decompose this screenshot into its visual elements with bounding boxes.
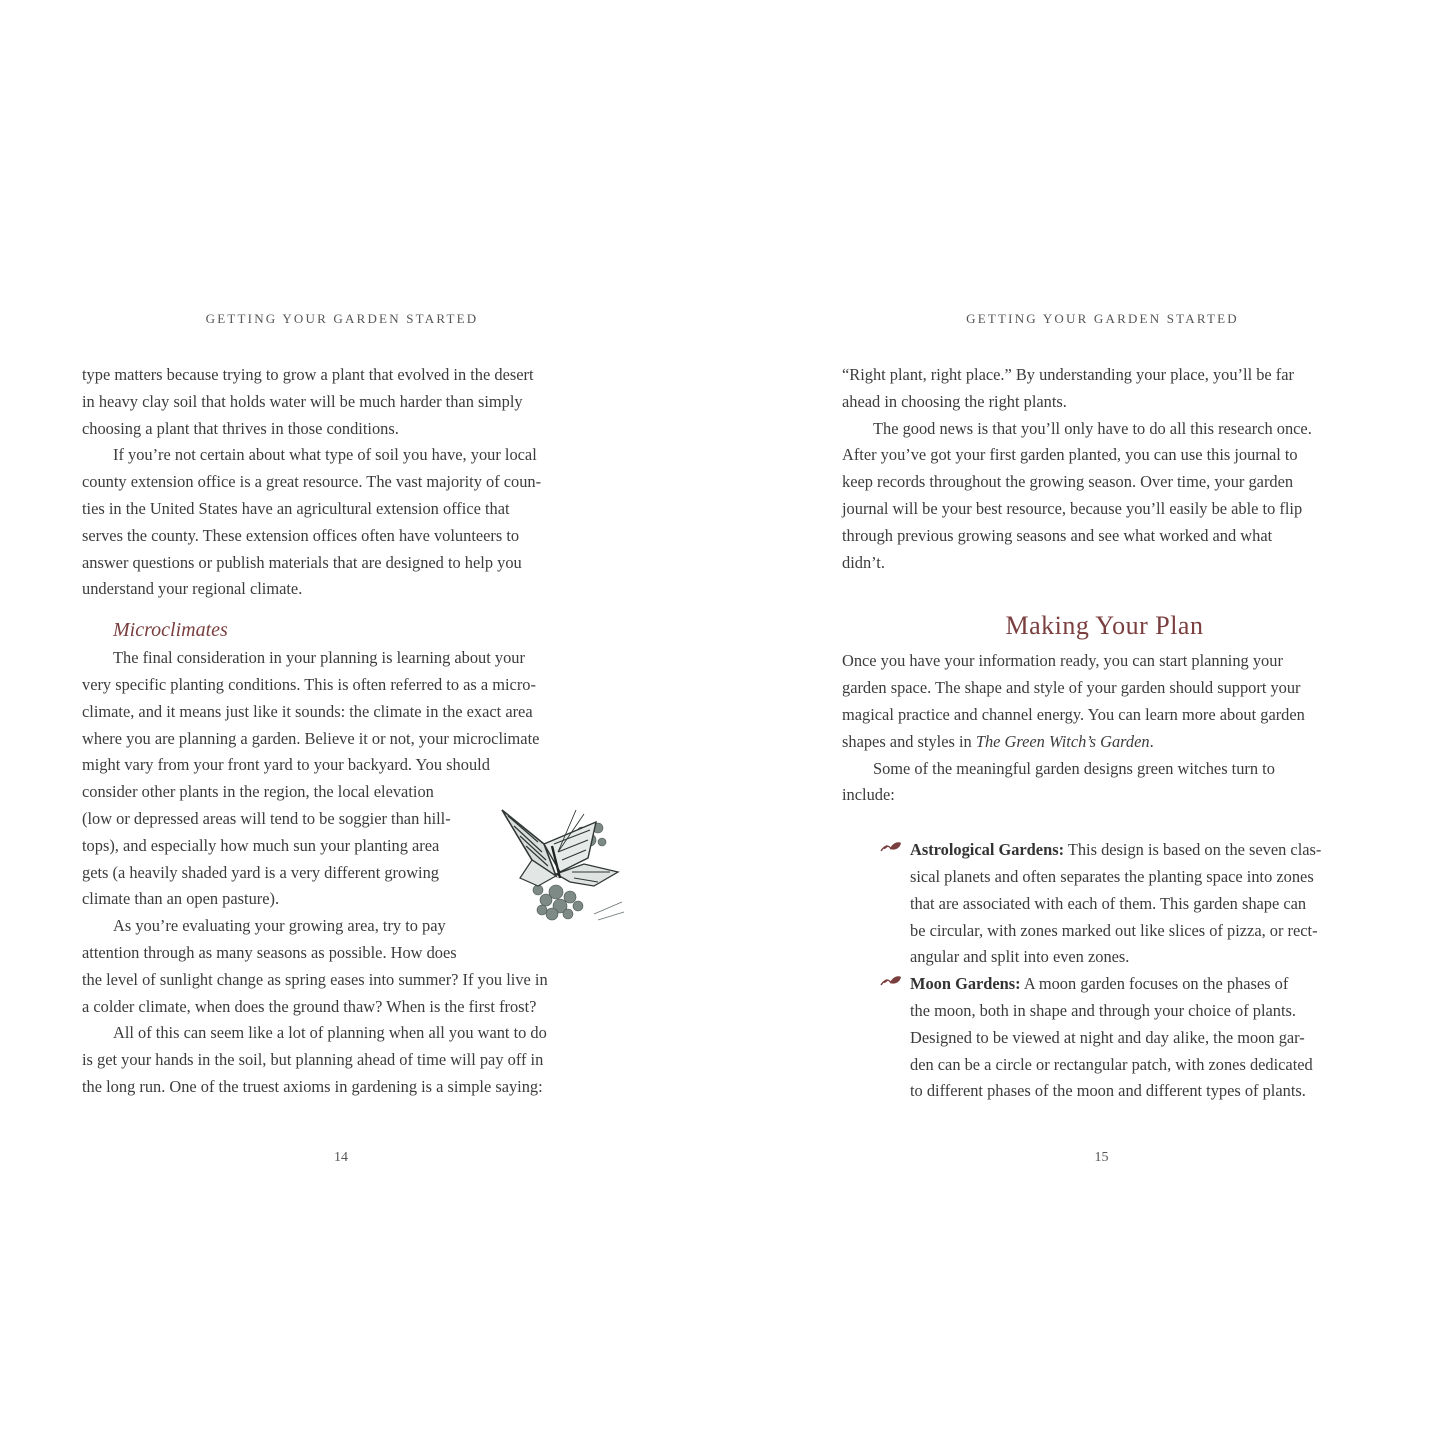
paragraph-line: climate, and it means just like it sounds: the climate in the exact area xyxy=(82,701,533,721)
paragraph-line: the level of sunlight change as spring eases into summer? If you live in xyxy=(82,969,548,989)
paragraph-line: understand your regional climate. xyxy=(82,579,303,599)
paragraph-line: in heavy clay soil that holds water will be much harder than simply xyxy=(82,391,523,411)
paragraph-line: gets (a heavily shaded yard is a very different growing xyxy=(82,862,439,882)
paragraph-line: keep records throughout the growing season. Over time, your garden xyxy=(842,472,1294,492)
bullet-item xyxy=(842,971,1367,998)
paragraph-line: ahead in choosing the right plants. xyxy=(842,391,1067,411)
paragraph-line: Once you have your information ready, you can start planning your xyxy=(842,651,1283,671)
bullet-line: the moon, both in shape and through your choice of plants. xyxy=(910,1000,1297,1020)
leaf-bullet-icon xyxy=(879,971,903,993)
paragraph-line: the long run. One of the truest axioms in gardening is a simple saying: xyxy=(82,1076,543,1096)
subheading-microclimates: Microclimates xyxy=(113,619,228,642)
paragraph-line: county extension office is a great resource. The vast majority of coun- xyxy=(82,472,542,492)
bullet-line: be circular, with zones marked out like slices of pizza, or rect- xyxy=(910,920,1318,940)
bullet-term: Moon Gardens: xyxy=(910,974,1021,994)
bullet-line: angular and split into even zones. xyxy=(910,947,1130,967)
bullet-term: Astrological Gardens: xyxy=(910,840,1065,860)
paragraph-line: tops), and especially how much sun your planting area xyxy=(82,835,440,855)
running-head: GETTING YOUR GARDEN STARTED xyxy=(966,311,1239,326)
paragraph-line: The good news is that you’ll only have to do all this research once. xyxy=(873,418,1312,438)
paragraph-text: shapes and styles in xyxy=(842,731,976,751)
left-page xyxy=(0,0,722,1445)
paragraph-line: serves the county. These extension offices often have volunteers to xyxy=(82,525,520,545)
paragraph-line: might vary from your front yard to your backyard. You should xyxy=(82,755,490,775)
paragraph-line: “Right plant, right place.” By understanding your place, you’ll be far xyxy=(842,365,1294,384)
left-body-text xyxy=(82,362,602,1101)
paragraph-line: climate than an open pasture). xyxy=(82,889,280,909)
paragraph-line: ties in the United States have an agricultural extension office that xyxy=(82,498,510,518)
paragraph-line: type matters because trying to grow a plant that evolved in the desert xyxy=(82,365,534,384)
paragraph-line: (low or depressed areas will tend to be soggier than hill- xyxy=(82,808,451,828)
paragraph-line: consider other plants in the region, the local elevation xyxy=(82,782,434,802)
paragraph-line: After you’ve got your first garden planted, you can use this journal to xyxy=(842,445,1298,465)
paragraph-line: choosing a plant that thrives in those conditions. xyxy=(82,418,399,438)
right-body-text xyxy=(842,362,1367,1105)
paragraph-line: very specific planting conditions. This is often referred to as a micro- xyxy=(82,674,536,694)
bullet-line: to different phases of the moon and different types of plants. xyxy=(910,1081,1306,1101)
bullet-line: Designed to be viewed at night and day alike, the moon gar- xyxy=(910,1027,1305,1047)
paragraph-line: a colder climate, when does the ground thaw? When is the first frost? xyxy=(82,996,537,1016)
paragraph-line: is get your hands in the soil, but planning ahead of time will pay off in xyxy=(82,1050,544,1070)
paragraph-line: All of this can seem like a lot of planning when all you want to do xyxy=(113,1023,547,1043)
page-number: 14 xyxy=(334,1150,348,1165)
bullet-list xyxy=(842,837,1367,1105)
paragraph-line: garden space. The shape and style of your garden should support your xyxy=(842,678,1301,698)
paragraph-line: through previous growing seasons and see what worked and what xyxy=(842,525,1273,545)
paragraph-line: magical practice and channel energy. You can learn more about garden xyxy=(842,704,1305,724)
bullet-text: A moon garden focuses on the phases of xyxy=(1020,974,1289,994)
paragraph-line: As you’re evaluating your growing area, try to pay xyxy=(113,916,446,936)
bullet-item xyxy=(842,837,1367,864)
paragraph-line: The final consideration in your planning is learning about your xyxy=(113,648,525,668)
butterfly-illustration xyxy=(498,802,626,930)
bullet-line: den can be a circle or rectangular patch, with zones dedicated xyxy=(910,1054,1313,1074)
paragraph-line: journal will be your best resource, because you’ll easily be able to flip xyxy=(842,498,1303,518)
paragraph-line xyxy=(842,729,1367,756)
running-head: GETTING YOUR GARDEN STARTED xyxy=(205,311,479,326)
book-title: The Green Witch’s Garden xyxy=(975,731,1150,751)
paragraph-line: where you are planning a garden. Believe it or not, your microclimate xyxy=(82,728,540,748)
right-page xyxy=(722,0,1445,1445)
paragraph-line: attention through as many seasons as possible. How does xyxy=(82,942,457,962)
paragraph-line: include: xyxy=(842,785,895,805)
bullet-line: sical planets and often separates the planting space into zones xyxy=(910,866,1314,886)
paragraph-line: If you’re not certain about what type of soil you have, your local xyxy=(113,445,537,465)
bullet-line: that are associated with each of them. This garden shape can xyxy=(910,893,1307,913)
paragraph-text: . xyxy=(1149,731,1154,751)
section-title: Making Your Plan xyxy=(1005,611,1204,641)
page-number: 15 xyxy=(1094,1150,1109,1165)
leaf-bullet-icon xyxy=(879,837,903,859)
bullet-text: This design is based on the seven clas- xyxy=(1064,840,1322,860)
paragraph-line: didn’t. xyxy=(842,552,885,572)
paragraph-line: Some of the meaningful garden designs green witches turn to xyxy=(873,758,1275,778)
paragraph-line: answer questions or publish materials that are designed to help you xyxy=(82,552,522,572)
